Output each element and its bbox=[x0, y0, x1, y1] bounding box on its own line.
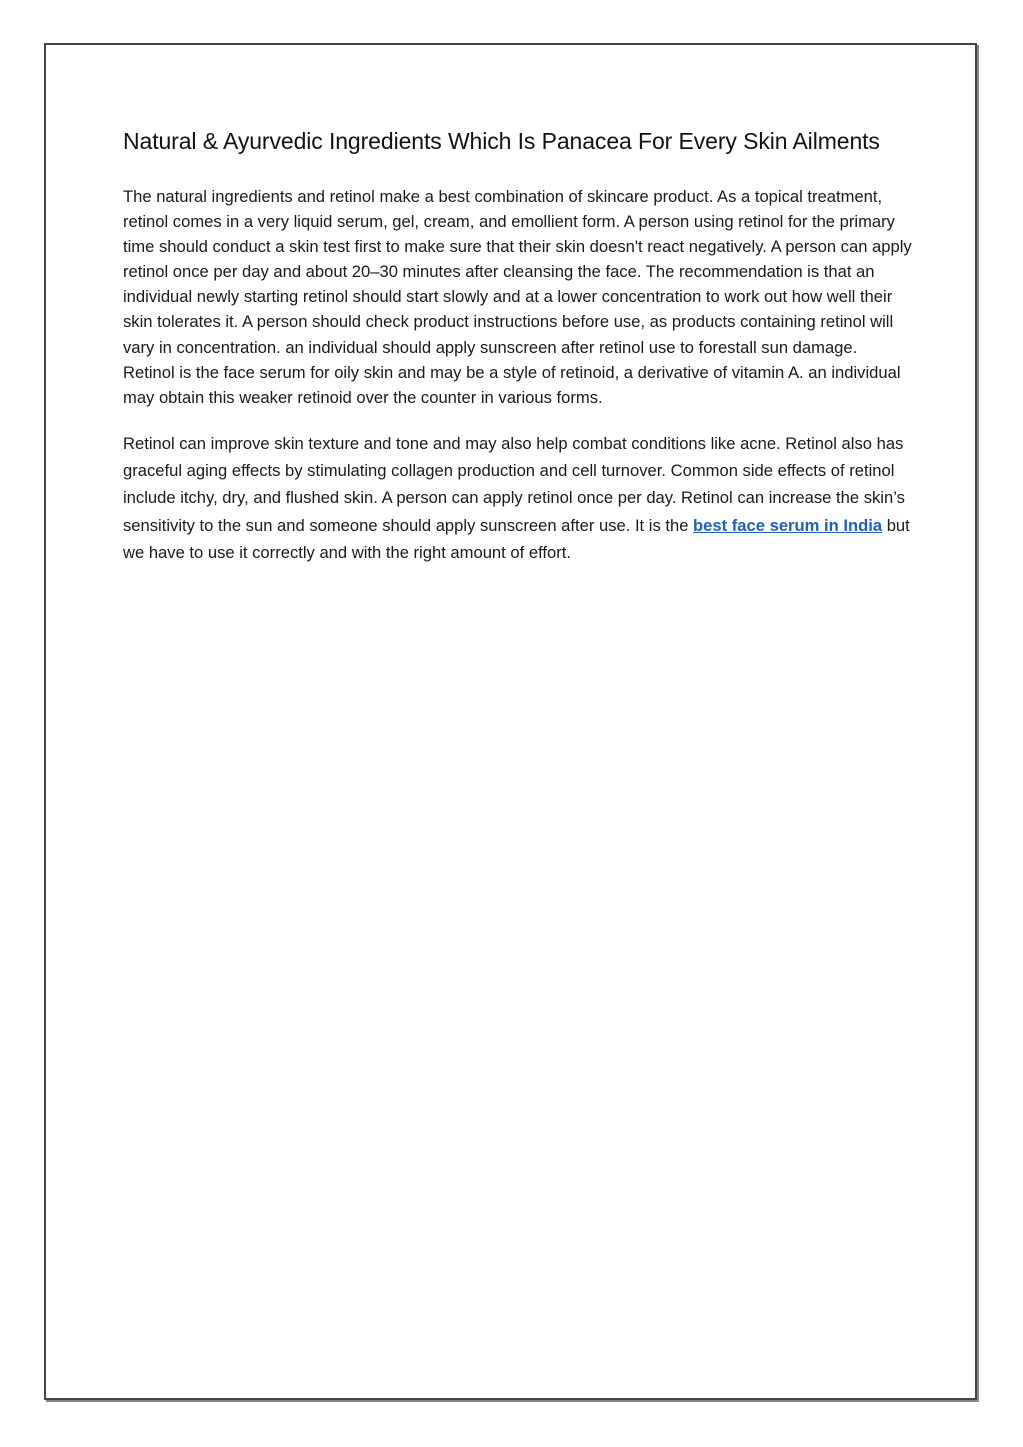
paragraph-2 bbox=[123, 430, 913, 566]
paragraph-2-text-before: Retinol can improve skin texture and tone and may also help combat conditions like acne. Retinol also has graceful aging effects by stimulating collagen production and cell turnover. Common side effects of retinol include itchy, dry, and flushed skin. A person can apply retinol once per day. Retinol can increase the skin’s sensitivity to the sun and someone should apply sunscreen after use. It is the bbox=[123, 433, 905, 535]
document-content bbox=[123, 126, 913, 566]
document-title: Natural & Ayurvedic Ingredients Which Is Panacea For Every Skin Ailments bbox=[123, 128, 880, 154]
paragraph-1: The natural ingredients and retinol make a best combination of skincare product. As a topical treatment, retinol comes in a very liquid serum, gel, cream, and emollient form. A person using retinol for the primary time should conduct a skin test first to make sure that their skin doesn't react negatively. A person can apply retinol once per day and about 20–30 minutes after cleansing the face. The recommendation is that an individual newly starting retinol should start slowly and at a lower concentration to work out how well their skin tolerates it. A person should check product instructions before use, as products containing retinol will vary in concentration. an individual should apply sunscreen after retinol use to forestall sun damage. Retinol is the face serum for oily skin and may be a style of retinoid, a derivative of vitamin A. an individual may obtain this weaker retinoid over the counter in various forms. bbox=[123, 187, 912, 407]
best-face-serum-link[interactable]: best face serum in India bbox=[693, 515, 883, 535]
paragraph-2-text-after: but we have to use it correctly and with the right amount of effort. bbox=[123, 515, 910, 563]
